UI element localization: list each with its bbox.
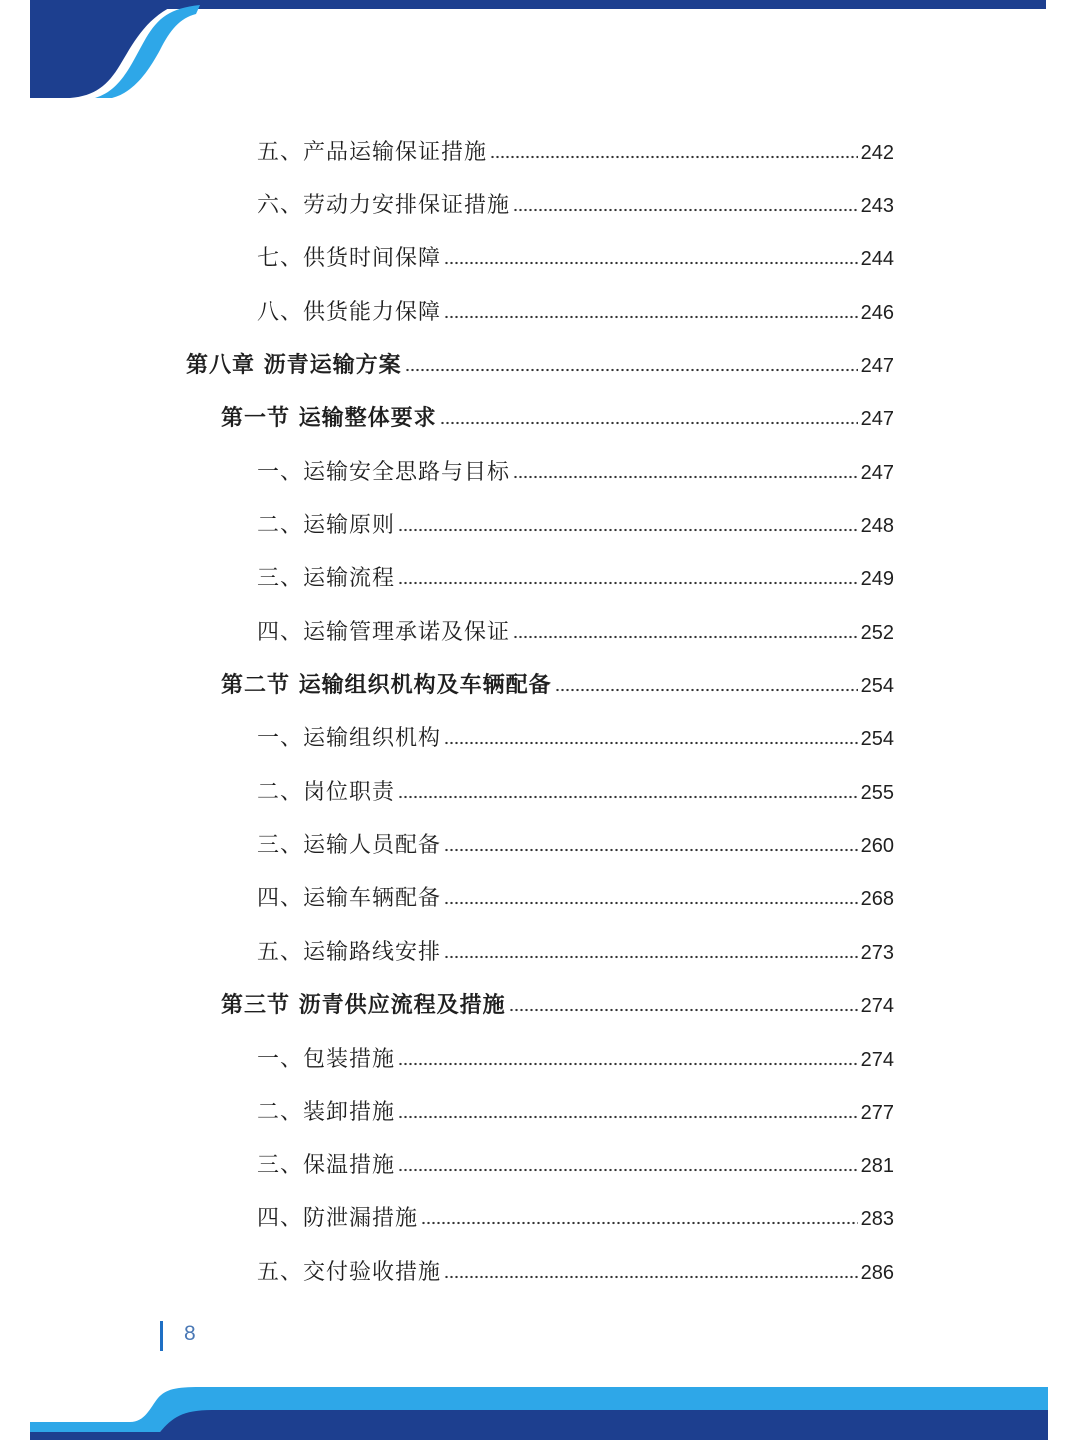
toc-entry-label: 第二节 运输组织机构及车辆配备 (221, 673, 552, 698)
toc-leader-dots (398, 793, 858, 801)
toc-entry-page: 242 (860, 142, 894, 164)
toc-entry[interactable] (257, 454, 894, 488)
toc-entry-page: 254 (860, 675, 894, 697)
toc-entry-label: 第八章 沥青运输方案 (186, 353, 402, 378)
toc-entry-page: 254 (860, 728, 894, 750)
toc-entry-page: 243 (860, 195, 894, 217)
toc-entry-label: 四、防泄漏措施 (257, 1206, 419, 1231)
page-number: 8 (184, 1322, 196, 1345)
toc-entry-page: 244 (860, 248, 894, 270)
toc-entry-page: 260 (860, 835, 894, 857)
toc-leader-dots (513, 473, 858, 481)
toc-section-entry[interactable] (221, 667, 894, 701)
toc-entry[interactable] (257, 1041, 894, 1075)
toc-entry-page: 283 (860, 1208, 894, 1230)
toc-leader-dots (444, 846, 858, 854)
toc-leader-dots (490, 153, 858, 161)
toc-entry-page: 273 (860, 942, 894, 964)
toc-chapter-entry[interactable] (186, 347, 894, 381)
footer-decoration (0, 1378, 1080, 1440)
toc-leader-dots (444, 899, 858, 907)
toc-entry-label: 三、运输人员配备 (257, 833, 442, 858)
toc-entry[interactable] (257, 827, 894, 861)
toc-leader-dots (398, 526, 858, 534)
toc-entry-label: 一、运输安全思路与目标 (257, 460, 511, 485)
toc-entry-page: 246 (860, 302, 894, 324)
toc-entry-label: 五、运输路线安排 (257, 940, 442, 965)
toc-section-entry[interactable] (221, 987, 894, 1021)
toc-entry-page: 286 (860, 1262, 894, 1284)
toc-entry[interactable] (257, 240, 894, 274)
toc-leader-dots (398, 1166, 858, 1174)
toc-leader-dots (421, 1219, 858, 1227)
toc-entry-label: 第一节 运输整体要求 (221, 406, 437, 431)
toc-leader-dots (398, 1060, 858, 1068)
toc-entry-page: 247 (860, 408, 894, 430)
toc-entry[interactable] (257, 614, 894, 648)
toc-entry-page: 252 (860, 622, 894, 644)
toc-entry-label: 四、运输管理承诺及保证 (257, 620, 511, 645)
toc-section-entry[interactable] (221, 400, 894, 434)
toc-entry-page: 274 (860, 1049, 894, 1071)
toc-leader-dots (555, 686, 858, 694)
toc-entry-page: 247 (860, 462, 894, 484)
toc-entry-page: 247 (860, 355, 894, 377)
toc-entry[interactable] (257, 720, 894, 754)
toc-leader-dots (398, 579, 858, 587)
toc-leader-dots (405, 366, 858, 374)
toc-leader-dots (444, 1273, 858, 1281)
toc-leader-dots (509, 1006, 858, 1014)
toc-entry-page: 255 (860, 782, 894, 804)
toc-entry-label: 二、运输原则 (257, 513, 396, 538)
page-number-marker (160, 1321, 163, 1351)
toc-leader-dots (444, 313, 858, 321)
toc-entry[interactable] (257, 1200, 894, 1234)
toc-entry-page: 248 (860, 515, 894, 537)
toc-entry[interactable] (257, 1254, 894, 1288)
toc-leader-dots (513, 206, 858, 214)
toc-entry-label: 七、供货时间保障 (257, 246, 442, 271)
toc-entry[interactable] (257, 560, 894, 594)
toc-leader-dots (398, 1113, 858, 1121)
toc-entry-label: 二、岗位职责 (257, 780, 396, 805)
toc-entry[interactable] (257, 1147, 894, 1181)
toc-entry-page: 277 (860, 1102, 894, 1124)
toc-entry-label: 一、包装措施 (257, 1047, 396, 1072)
toc-leader-dots (444, 259, 858, 267)
toc-leader-dots (513, 633, 858, 641)
toc-entry[interactable] (257, 1094, 894, 1128)
toc-entry[interactable] (257, 774, 894, 808)
toc-entry-label: 第三节 沥青供应流程及措施 (221, 993, 506, 1018)
toc-entry-page: 249 (860, 568, 894, 590)
toc-leader-dots (444, 739, 858, 747)
toc-entry-page: 274 (860, 995, 894, 1017)
toc-entry[interactable] (257, 134, 894, 168)
toc-leader-dots (444, 953, 858, 961)
toc-entry[interactable] (257, 294, 894, 328)
toc-entry-label: 二、装卸措施 (257, 1100, 396, 1125)
toc-entry-label: 四、运输车辆配备 (257, 886, 442, 911)
toc-entry[interactable] (257, 507, 894, 541)
toc-leader-dots (440, 419, 858, 427)
toc-entry-label: 一、运输组织机构 (257, 726, 442, 751)
toc-entry-page: 281 (860, 1155, 894, 1177)
toc-entry-label: 八、供货能力保障 (257, 300, 442, 325)
toc-entry-label: 六、劳动力安排保证措施 (257, 193, 511, 218)
toc-entry-label: 三、运输流程 (257, 566, 396, 591)
toc-entry-page: 268 (860, 888, 894, 910)
toc-entry[interactable] (257, 934, 894, 968)
toc-entry-label: 五、产品运输保证措施 (257, 140, 488, 165)
toc-entry[interactable] (257, 880, 894, 914)
toc-entry-label: 三、保温措施 (257, 1153, 396, 1178)
toc-entry-label: 五、交付验收措施 (257, 1260, 442, 1285)
toc-entry[interactable] (257, 187, 894, 221)
